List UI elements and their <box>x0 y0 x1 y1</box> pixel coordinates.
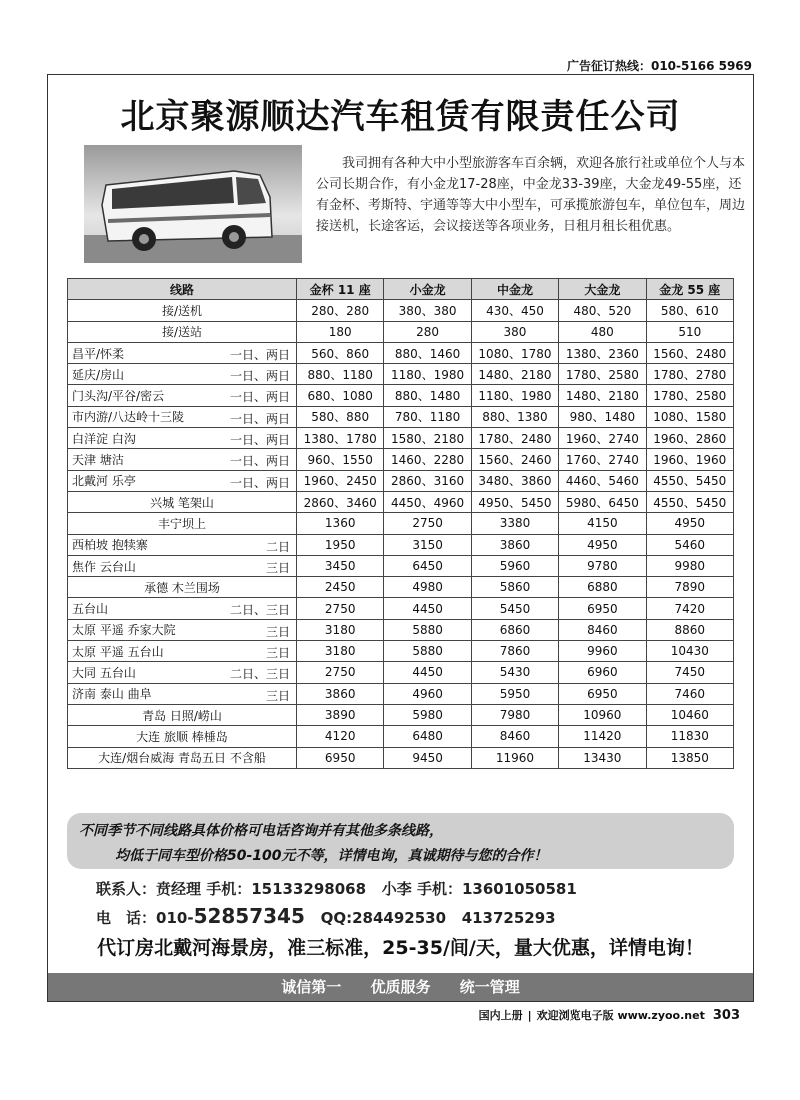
route-name: 天津 塘沽 <box>72 453 124 468</box>
col-header-route: 线路 <box>68 279 297 300</box>
manager-phone: 15133298068 <box>251 880 367 898</box>
tel-label: 电 话： <box>96 909 157 927</box>
route-name: 承德 木兰围场 <box>144 580 220 595</box>
price-cell: 1380、2360 <box>559 342 646 363</box>
route-name: 大连/烟台威海 青岛五日 不含船 <box>98 751 266 766</box>
price-cell: 880、1480 <box>384 385 471 406</box>
table-row <box>68 428 734 449</box>
route-name: 北戴河 乐亭 <box>72 474 136 489</box>
table-row <box>68 619 734 640</box>
price-cell: 510 <box>646 321 733 342</box>
price-cell: 4450、4960 <box>384 491 471 512</box>
price-cell: 1960、2450 <box>297 470 384 491</box>
route-cell <box>68 619 297 640</box>
price-cell: 1960、2860 <box>646 428 733 449</box>
route-days: 一日、两日 <box>229 475 290 490</box>
table-row <box>68 747 734 768</box>
route-name: 太原 平遥 五台山 <box>72 644 164 659</box>
route-name: 门头沟/平谷/密云 <box>72 389 165 404</box>
qq-1: 284492530 <box>352 909 447 927</box>
price-cell: 480 <box>559 321 646 342</box>
price-cell: 8460 <box>559 619 646 640</box>
price-cell: 7420 <box>646 598 733 619</box>
price-notice <box>67 813 734 869</box>
price-cell: 6450 <box>384 555 471 576</box>
table-row <box>68 641 734 662</box>
route-days: 一日、两日 <box>229 369 290 384</box>
ad-hotline: 广告征订热线：010-5166 5969 <box>566 59 752 73</box>
price-cell: 3450 <box>297 555 384 576</box>
route-days: 二日、三日 <box>229 667 290 682</box>
notice-line-2: 均低于同车型价格50-100元不等，详情电询，真诚期待与您的合作！ <box>115 848 548 864</box>
price-cell: 8460 <box>471 726 558 747</box>
price-cell: 13430 <box>559 747 646 768</box>
price-cell: 5880 <box>384 619 471 640</box>
route-name: 接/送站 <box>161 325 203 340</box>
route-cell <box>68 555 297 576</box>
hotel-booking-ad: 代订房北戴河海景房，准三标准，25-35/间/天，量大优惠，详情电询！ <box>97 937 704 959</box>
route-cell <box>68 641 297 662</box>
price-cell: 4450 <box>384 662 471 683</box>
table-row <box>68 534 734 555</box>
route-name: 兴城 笔架山 <box>150 495 214 510</box>
route-name: 太原 平遥 乔家大院 <box>72 623 176 638</box>
route-name: 接/送机 <box>161 303 203 318</box>
price-cell: 4120 <box>297 726 384 747</box>
table-row <box>68 470 734 491</box>
price-cell: 5950 <box>471 683 558 704</box>
tel-number: 52857345 <box>193 904 305 928</box>
price-cell: 8860 <box>646 619 733 640</box>
table-row <box>68 726 734 747</box>
table-row <box>68 662 734 683</box>
price-cell: 4950 <box>559 534 646 555</box>
price-cell: 1560、2460 <box>471 449 558 470</box>
price-cell: 1080、1780 <box>471 342 558 363</box>
route-cell <box>68 385 297 406</box>
price-cell: 6950 <box>559 598 646 619</box>
table-row <box>68 406 734 427</box>
price-cell: 3890 <box>297 704 384 725</box>
price-cell: 13850 <box>646 747 733 768</box>
tel-prefix: 010- <box>156 909 194 927</box>
price-cell: 11960 <box>471 747 558 768</box>
table-row <box>68 385 734 406</box>
price-cell: 6860 <box>471 619 558 640</box>
route-cell <box>68 662 297 683</box>
price-cell: 5880 <box>384 641 471 662</box>
company-name: 北京聚源顺达汽车租赁有限责任公司 <box>120 97 681 137</box>
price-cell: 1960、1960 <box>646 449 733 470</box>
table-row <box>68 555 734 576</box>
price-cell: 7460 <box>646 683 733 704</box>
table-row <box>68 683 734 704</box>
slogan-bar: 诚信第一 优质服务 统一管理 <box>48 973 753 1001</box>
price-cell: 1950 <box>297 534 384 555</box>
route-name: 大连 旅顺 棒棰岛 <box>136 729 228 744</box>
route-days: 三日 <box>265 646 290 661</box>
table-row <box>68 704 734 725</box>
price-cell: 880、1460 <box>384 342 471 363</box>
price-cell: 3860 <box>297 683 384 704</box>
price-cell: 10960 <box>559 704 646 725</box>
contact-label: 联系人： <box>96 880 157 898</box>
li-phone: 13601050581 <box>461 880 577 898</box>
price-cell: 430、450 <box>471 300 558 321</box>
price-cell: 1180、1980 <box>384 364 471 385</box>
price-cell: 560、860 <box>297 342 384 363</box>
price-cell: 5980、6450 <box>559 491 646 512</box>
route-name: 青岛 日照/崂山 <box>142 708 222 723</box>
price-cell: 580、880 <box>297 406 384 427</box>
price-cell: 11830 <box>646 726 733 747</box>
col-header-zhongjinlong: 中金龙 <box>471 279 558 300</box>
route-days: 三日 <box>265 560 290 575</box>
footer-volume: 国内上册 <box>478 1009 523 1022</box>
price-cell: 960、1550 <box>297 449 384 470</box>
price-cell: 5960 <box>471 555 558 576</box>
price-cell: 2750 <box>297 662 384 683</box>
route-cell <box>68 704 297 725</box>
route-name: 昌平/怀柔 <box>72 346 125 361</box>
route-name: 丰宁坝上 <box>157 516 206 531</box>
price-cell: 1360 <box>297 513 384 534</box>
route-cell <box>68 470 297 491</box>
col-header-jinbei: 金杯 11 座 <box>297 279 384 300</box>
route-cell <box>68 449 297 470</box>
price-cell: 880、1180 <box>297 364 384 385</box>
price-cell: 5460 <box>646 534 733 555</box>
qq-label: QQ: <box>320 909 353 927</box>
price-cell: 11420 <box>559 726 646 747</box>
price-cell: 2860、3460 <box>297 491 384 512</box>
route-cell <box>68 683 297 704</box>
price-cell: 1180、1980 <box>471 385 558 406</box>
price-cell: 1780、2580 <box>646 385 733 406</box>
table-row <box>68 598 734 619</box>
route-days: 二日 <box>265 539 290 554</box>
price-cell: 9960 <box>559 641 646 662</box>
price-cell: 7890 <box>646 577 733 598</box>
route-cell <box>68 534 297 555</box>
route-cell <box>68 364 297 385</box>
price-cell: 4950、5450 <box>471 491 558 512</box>
route-cell <box>68 726 297 747</box>
price-cell: 5450 <box>471 598 558 619</box>
price-cell: 2750 <box>297 598 384 619</box>
price-cell: 380、380 <box>384 300 471 321</box>
manager-label: 贲经理 手机： <box>156 880 252 898</box>
route-name: 西柏坡 抱犊寨 <box>72 538 148 553</box>
price-cell: 2860、3160 <box>384 470 471 491</box>
price-cell: 6480 <box>384 726 471 747</box>
table-row <box>68 364 734 385</box>
price-cell: 1760、2740 <box>559 449 646 470</box>
price-cell: 380 <box>471 321 558 342</box>
route-days: 一日、两日 <box>229 433 290 448</box>
price-cell: 6950 <box>297 747 384 768</box>
price-cell: 5430 <box>471 662 558 683</box>
route-cell <box>68 300 297 321</box>
price-cell: 580、610 <box>646 300 733 321</box>
price-cell: 780、1180 <box>384 406 471 427</box>
notice-line-1: 不同季节不同线路具体价格可电话咨询并有其他多条线路， <box>79 823 443 839</box>
route-name: 五台山 <box>72 602 109 617</box>
route-cell <box>68 342 297 363</box>
route-days: 三日 <box>265 688 290 703</box>
price-cell: 3860 <box>471 534 558 555</box>
price-cell: 9780 <box>559 555 646 576</box>
price-cell: 4550、5450 <box>646 491 733 512</box>
company-intro: 我司拥有各种大中小型旅游客车百余辆，欢迎各旅行社或单位个人与本公司长期合作，有小金龙17-28座，中金龙33-39座，大金龙49-55座，还有金杯、考斯特、宇通等等大中小型车，可承揽旅游包车，单位包车，周边接送机，长途客运，会议接送等各项业务，日租月租长租优惠。 <box>316 156 746 234</box>
route-name: 焦作 云台山 <box>72 559 136 574</box>
price-cell: 9450 <box>384 747 471 768</box>
route-days: 一日、两日 <box>229 347 290 362</box>
price-cell: 7450 <box>646 662 733 683</box>
price-cell: 4550、5450 <box>646 470 733 491</box>
price-cell: 1380、1780 <box>297 428 384 449</box>
price-cell: 4960 <box>384 683 471 704</box>
price-cell: 680、1080 <box>297 385 384 406</box>
bus-icon <box>84 145 302 263</box>
ad-frame <box>47 74 754 1002</box>
route-name: 白洋淀 白沟 <box>72 431 136 446</box>
price-cell: 1780、2780 <box>646 364 733 385</box>
price-cell: 5980 <box>384 704 471 725</box>
route-cell <box>68 747 297 768</box>
route-cell <box>68 513 297 534</box>
table-row <box>68 577 734 598</box>
price-cell: 4460、5460 <box>559 470 646 491</box>
price-cell: 2450 <box>297 577 384 598</box>
price-cell: 6880 <box>559 577 646 598</box>
price-cell: 6950 <box>559 683 646 704</box>
li-label: 小李 手机： <box>381 880 462 898</box>
price-table <box>67 278 734 769</box>
price-cell: 4980 <box>384 577 471 598</box>
price-cell: 1780、2580 <box>559 364 646 385</box>
price-cell: 1080、1580 <box>646 406 733 427</box>
route-name: 济南 泰山 曲阜 <box>72 687 152 702</box>
price-cell: 9980 <box>646 555 733 576</box>
price-cell: 1580、2180 <box>384 428 471 449</box>
price-cell: 10460 <box>646 704 733 725</box>
page-footer: 国内上册 | 欢迎浏览电子版 www.zyoo.net 303 <box>478 1008 740 1023</box>
price-cell: 3480、3860 <box>471 470 558 491</box>
bus-photo <box>84 145 302 263</box>
table-row <box>68 491 734 512</box>
price-cell: 2750 <box>384 513 471 534</box>
price-cell: 1480、2180 <box>471 364 558 385</box>
price-cell: 1560、2480 <box>646 342 733 363</box>
price-cell: 3180 <box>297 619 384 640</box>
price-cell: 880、1380 <box>471 406 558 427</box>
table-row <box>68 513 734 534</box>
col-header-xiaojinlong: 小金龙 <box>384 279 471 300</box>
price-cell: 4950 <box>646 513 733 534</box>
price-cell: 1460、2280 <box>384 449 471 470</box>
price-cell: 1780、2480 <box>471 428 558 449</box>
route-name: 延庆/房山 <box>72 367 125 382</box>
price-cell: 7860 <box>471 641 558 662</box>
price-cell: 4150 <box>559 513 646 534</box>
price-cell: 6960 <box>559 662 646 683</box>
route-days: 二日、三日 <box>229 603 290 618</box>
footer-browse: 欢迎浏览电子版 www.zyoo.net <box>536 1009 705 1022</box>
page-number: 303 <box>712 1008 740 1023</box>
price-cell: 3180 <box>297 641 384 662</box>
route-name: 市内游/八达岭十三陵 <box>72 410 185 425</box>
route-days: 一日、两日 <box>229 390 290 405</box>
price-cell: 3150 <box>384 534 471 555</box>
qq-2: 413725293 <box>461 909 556 927</box>
route-cell <box>68 577 297 598</box>
price-cell: 280 <box>384 321 471 342</box>
price-cell: 3380 <box>471 513 558 534</box>
table-header-row <box>68 279 734 300</box>
price-table-body <box>68 300 734 769</box>
table-row <box>68 300 734 321</box>
price-cell: 280、280 <box>297 300 384 321</box>
price-cell: 180 <box>297 321 384 342</box>
price-cell: 7980 <box>471 704 558 725</box>
col-header-dajinlong: 大金龙 <box>559 279 646 300</box>
route-cell <box>68 491 297 512</box>
price-cell: 980、1480 <box>559 406 646 427</box>
route-cell <box>68 598 297 619</box>
col-header-jinlong55: 金龙 55 座 <box>646 279 733 300</box>
route-name: 大同 五台山 <box>72 665 136 680</box>
price-cell: 10430 <box>646 641 733 662</box>
contact-mobile-row <box>96 878 577 899</box>
price-cell: 4450 <box>384 598 471 619</box>
price-cell: 480、520 <box>559 300 646 321</box>
route-days: 三日 <box>265 624 290 639</box>
price-cell: 5860 <box>471 577 558 598</box>
contact-tel-row <box>96 904 556 928</box>
route-days: 一日、两日 <box>229 454 290 469</box>
price-cell: 1480、2180 <box>559 385 646 406</box>
price-cell: 1960、2740 <box>559 428 646 449</box>
route-cell <box>68 321 297 342</box>
table-row <box>68 449 734 470</box>
table-row <box>68 321 734 342</box>
table-row <box>68 342 734 363</box>
route-cell <box>68 428 297 449</box>
route-cell <box>68 406 297 427</box>
route-days: 一日、两日 <box>229 411 290 426</box>
